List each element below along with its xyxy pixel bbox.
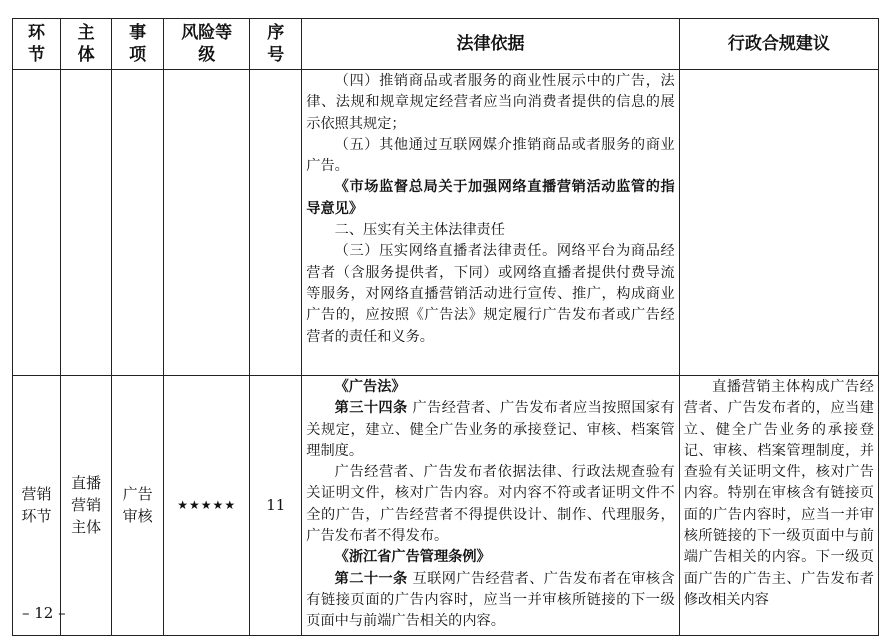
page-number: – 12 – (22, 604, 66, 622)
table-row (13, 376, 879, 636)
compliance-table (12, 18, 879, 636)
table-header-row (13, 19, 879, 70)
law-paragraph: （三）压实网络直播者法律责任。网络平台为商品经营者（含服务提供者，下同）或网络直播者提供付费导流等服务，对网络直播营销活动进行宣传、推广，构成商业广告的，应按照《广告法》规定履行广告发布者或广告经营者的责任和义务。 (306, 243, 675, 345)
legal-basis-cell (302, 376, 679, 636)
law-paragraph: 广告经营者、广告发布者依据法律、行政法规查验有关证明文件，核对广告内容。对内容不符或者证明文件不全的广告，广告经营者不得提供设计、制作、代理服务，广告发布者不得发布。 (306, 464, 675, 545)
cell-empty (164, 70, 250, 376)
law-paragraph: 二、压实有关主体法律责任 (334, 222, 505, 239)
header-item: 事 项 (112, 19, 164, 70)
article-text: 广告经营者、广告发布者应当按照国家有关规定，建立、健全广告业务的承接登记、审核、档案管理制度。 (306, 400, 675, 459)
cell-empty (250, 70, 302, 376)
table-row-continued (13, 70, 879, 376)
seq-cell: 11 (250, 376, 302, 636)
law-paragraph: （五）其他通过互联网媒介推销商品或者服务的商业广告。 (306, 136, 675, 175)
header-segment: 环 节 (13, 19, 61, 70)
law-paragraph: （四）推销商品或者服务的商业性展示中的广告，法律、法规和规章规定经营者应当向消费者提供的信息的展示依照其规定； (306, 73, 675, 132)
subject-cell: 直播 营销 主体 (61, 376, 112, 636)
risk-level-cell: ★★★★★ (164, 376, 250, 636)
header-risk-level: 风险等 级 (164, 19, 250, 70)
cell-empty (61, 70, 112, 376)
law-paragraph (306, 398, 674, 462)
segment-cell: 营销 环节 (13, 376, 61, 636)
cell-empty (13, 70, 61, 376)
article-label: 第二十一条 (334, 570, 408, 587)
law-paragraph (306, 569, 674, 633)
advice-cell: 直播营销主体构成广告经营者、广告发布者的，应当建立、健全广告业务的承接登记、审核、档案管理制度，并查验有关证明文件，核对广告内容。特别在审核含有链接页面的广告内容时，应当一并审核所链接的下一级页面中与前端广告相关的内容。下一级页面广告的广告主、广告发布者修改相关内容 (679, 376, 878, 636)
header-legal-basis: 法律依据 (302, 19, 679, 70)
cell-empty (112, 70, 164, 376)
header-seq: 序 号 (250, 19, 302, 70)
cell-empty (679, 70, 878, 376)
item-cell: 广告 审核 (112, 376, 164, 636)
header-advice: 行政合规建议 (679, 19, 878, 70)
law-title: 《市场监督总局关于加强网络直播营销活动监管的指导意见》 (306, 179, 675, 217)
law-title: 《浙江省广告管理条例》 (334, 549, 491, 566)
article-text: 互联网广告经营者、广告发布者在审核含有链接页面的广告内容时，应当一并审核所链接的下一级页面中与前端广告相关的内容。 (306, 570, 675, 630)
article-label: 第三十四条 (334, 400, 408, 417)
legal-basis-cell (302, 70, 679, 376)
law-title: 《广告法》 (334, 379, 406, 395)
header-subject: 主 体 (61, 19, 112, 70)
